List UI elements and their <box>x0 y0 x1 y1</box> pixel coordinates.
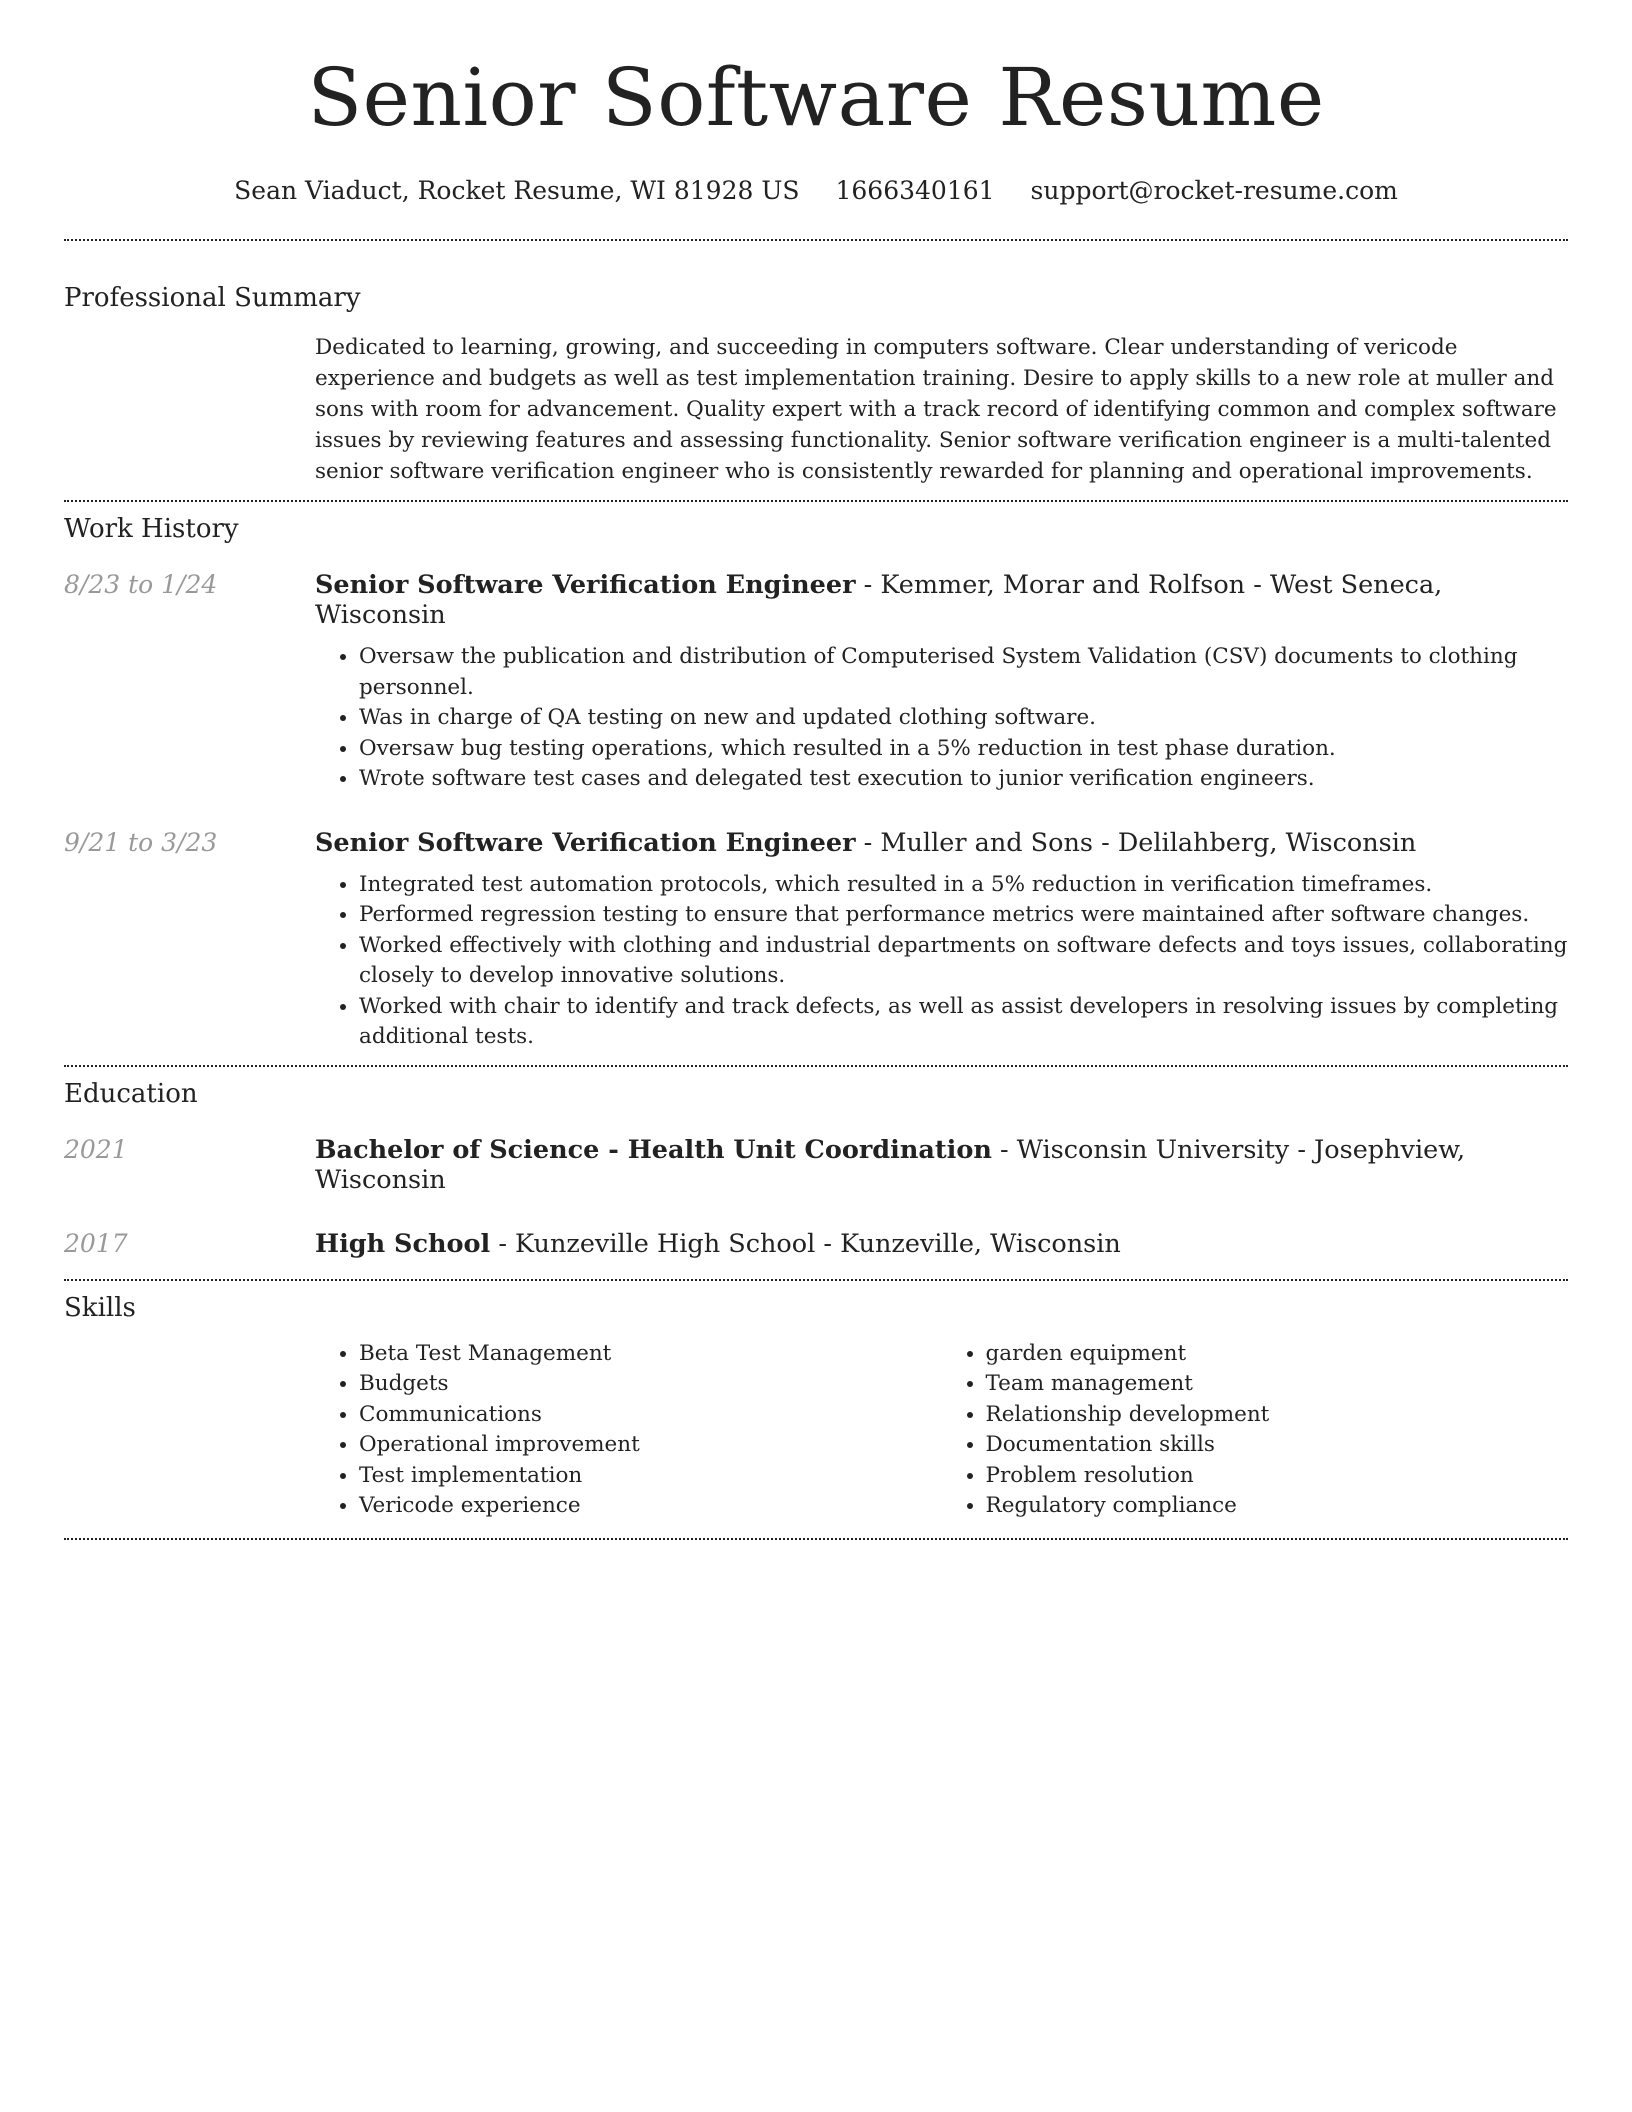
job-entry <box>64 570 1568 795</box>
list-item: • Oversaw bug testing operations, which resulted in a 5% reduction in test phase duration. <box>359 734 1568 765</box>
job-title-line <box>315 828 1416 858</box>
education-entry <box>64 1229 1568 1259</box>
list-item: • Performed regression testing to ensure that performance metrics were maintained after software changes. <box>359 900 1568 931</box>
skills-list-left <box>315 1339 942 1522</box>
education-year: 2017 <box>64 1228 128 1258</box>
divider <box>64 1538 1568 1540</box>
job-location: West Seneca, Wisconsin <box>315 570 1443 630</box>
list-item: • Worked effectively with clothing and industrial departments on software defects and toys issues, collaborating closely to develop innovative solutions. <box>359 931 1568 992</box>
skill-item: • Documentation skills <box>986 1430 1569 1461</box>
skill-item: • Team management <box>986 1369 1569 1400</box>
job-dates: 8/23 to 1/24 <box>64 570 218 599</box>
list-item: • Worked with chair to identify and track defects, as well as assist developers in resolving issues by completing additional tests. <box>359 992 1568 1053</box>
list-item: • Oversaw the publication and distribution of Computerised System Validation (CSV) documents to clothing personnel. <box>359 642 1568 703</box>
divider <box>64 1279 1568 1281</box>
divider <box>64 239 1568 241</box>
education-school: - Wisconsin University - Josephview, Wisconsin <box>315 1134 1466 1195</box>
education-line <box>315 1135 1568 1195</box>
job-title-line <box>315 570 1568 630</box>
contact-phone: 1666340161 <box>835 176 995 205</box>
job-bullets <box>315 642 1568 795</box>
skill-item: • Test implementation <box>359 1461 942 1492</box>
skills-heading: Skills <box>64 1292 136 1323</box>
work-history-section <box>64 514 1568 1053</box>
summary-section <box>64 283 1568 487</box>
skill-item: • Relationship development <box>986 1400 1569 1431</box>
summary-heading: Professional Summary <box>64 283 361 313</box>
skills-section <box>64 1293 1568 1522</box>
list-item: • Integrated test automation protocols, which resulted in a 5% reduction in verification timeframes. <box>359 870 1568 901</box>
job-entry <box>64 828 1568 1053</box>
skill-item: • Budgets <box>359 1369 942 1400</box>
education-section <box>64 1079 1568 1259</box>
summary-text: Dedicated to learning, growing, and succeeding in computers software. Clear understanding of vericode experience and budgets as well as test implementation training. Desire to apply skills to a new role at muller and sons with room for advancement. Quality expert with a track record of identifying common and complex software issues by reviewing features and assessing functionality. Senior software verification engineer is a multi-talented senior software verification engineer who is consistently rewarded for planning and operational improvements. <box>315 335 1557 484</box>
divider <box>64 1065 1568 1067</box>
skills-list-right <box>942 1339 1569 1522</box>
list-item: • Was in charge of QA testing on new and updated clothing software. <box>359 703 1568 734</box>
skill-item: • Operational improvement <box>359 1430 942 1461</box>
job-location: Delilahberg, Wisconsin <box>1117 827 1417 858</box>
job-separator: - <box>855 827 881 858</box>
job-separator: - <box>1093 827 1118 858</box>
education-year: 2021 <box>64 1134 128 1164</box>
skill-item: • Problem resolution <box>986 1461 1569 1492</box>
job-bullets <box>315 870 1568 1053</box>
work-history-heading: Work History <box>64 514 239 544</box>
education-degree: Bachelor of Science - Health Unit Coordination <box>315 1134 992 1165</box>
skill-item: • garden equipment <box>986 1339 1569 1370</box>
skill-item: • Vericode experience <box>359 1491 942 1522</box>
resume-title: Senior Software Resume <box>307 51 1325 144</box>
skill-item: • Communications <box>359 1400 942 1431</box>
job-company: Muller and Sons <box>880 827 1094 858</box>
divider <box>64 500 1568 502</box>
education-entry <box>64 1135 1568 1195</box>
job-title: Senior Software Verification Engineer <box>315 827 856 858</box>
job-separator: - <box>1245 570 1270 600</box>
skill-item: • Beta Test Management <box>359 1339 942 1370</box>
contact-line <box>64 176 1568 205</box>
job-company: Kemmer, Morar and Rolfson <box>880 570 1246 600</box>
education-school: - Kunzeville High School - Kunzeville, Wisconsin <box>490 1228 1121 1259</box>
job-separator: - <box>855 570 881 600</box>
list-item: • Wrote software test cases and delegated test execution to junior verification engineers. <box>359 764 1568 795</box>
job-title: Senior Software Verification Engineer <box>315 570 856 600</box>
contact-email: support@rocket-resume.com <box>1030 176 1398 205</box>
education-line <box>315 1229 1121 1259</box>
job-dates: 9/21 to 3/23 <box>64 827 218 857</box>
resume-page <box>64 0 1568 1540</box>
contact-address: Sean Viaduct, Rocket Resume, WI 81928 US <box>234 176 800 205</box>
education-heading: Education <box>64 1078 198 1109</box>
skill-item: • Regulatory compliance <box>986 1491 1569 1522</box>
education-degree: High School <box>315 1228 491 1259</box>
